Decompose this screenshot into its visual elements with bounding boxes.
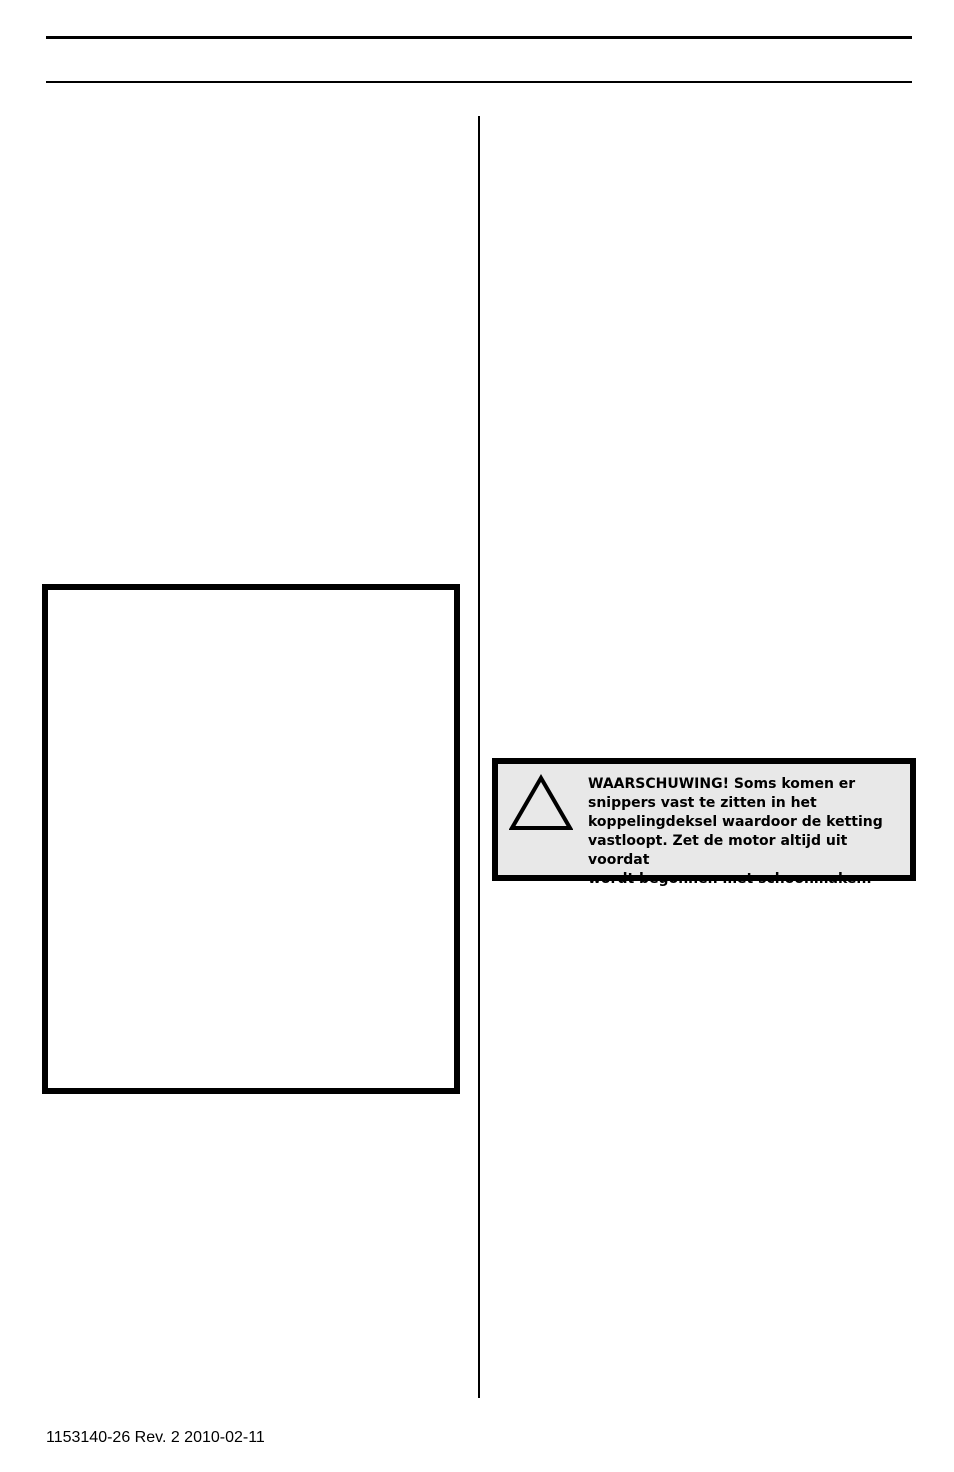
illustration-frame: [42, 584, 460, 1094]
warning-box: [492, 758, 916, 887]
document-code: 1153140-26 Rev. 2 2010-02-11: [46, 1429, 265, 1446]
warning-triangle-icon: [509, 774, 573, 832]
warning-text: WAARSCHUWING! Soms komen er snippers vast te zitten in het koppelingdeksel waardoor de ketting vastloopt. Zet de motor altijd uit voordat wordt begonnen met schoonmaken.: [588, 776, 883, 887]
header-rule-bottom: [46, 81, 912, 83]
header-rule-top: [46, 36, 912, 39]
column-divider: [478, 116, 480, 1398]
